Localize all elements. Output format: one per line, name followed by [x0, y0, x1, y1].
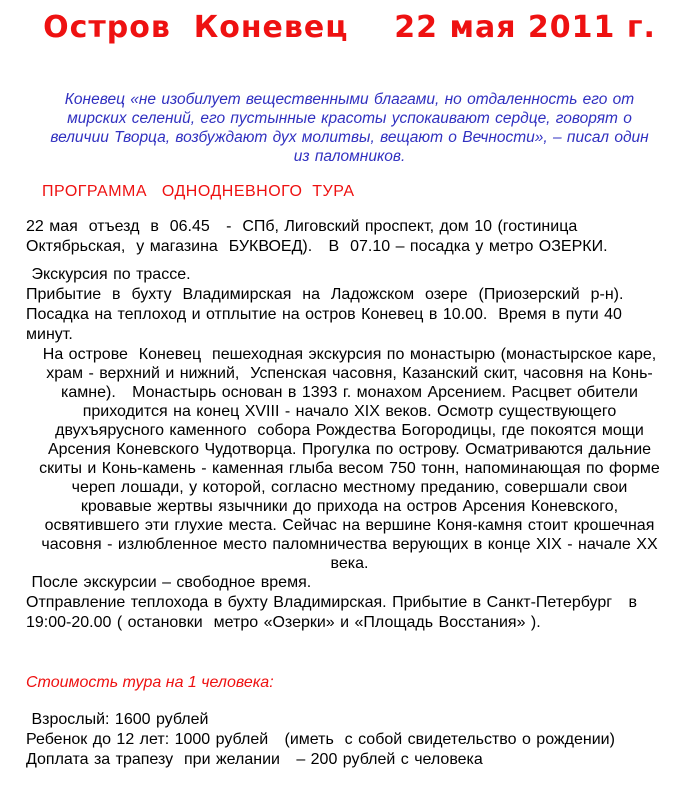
text-line: Прибытие в бухту Владимирская на Ладожском озере (Приозерский р-н).: [26, 286, 624, 303]
text-line: освятившего эти глухие места. Сейчас на вершине Коня-камня стоит крошечная: [44, 517, 655, 534]
text-line: череп лошади, у которой, согласно местному преданию, совершали свои: [71, 479, 628, 496]
document-title: Остров Коневец 22 мая 2011 г.: [43, 10, 656, 45]
paragraph-island-description: [26, 345, 673, 573]
text-line: Посадка на теплоход и отплытие на остров Коневец в 10.00. Время в пути 40: [26, 306, 622, 323]
text-line: Октябрьская, у магазина БУКВОЕД). В 07.10 – посадка у метро ОЗЕРКИ.: [26, 238, 608, 255]
text-line: Ребенок до 12 лет: 1000 рублей (иметь с собой свидетельство о рождении): [26, 731, 615, 748]
text-line: камне). Монастырь основан в 1393 г. монахом Арсением. Расцвет обители: [61, 384, 638, 401]
text-line: скиты и Конь-камень - каменная глыба весом 750 тонн, напоминающая по форме: [39, 460, 660, 477]
text-line: двухъярусного каменного собора Рождества Богородицы, где покоятся мощи: [55, 422, 644, 439]
text-line: Доплата за трапезу при желании – 200 рублей с человека: [26, 751, 483, 768]
paragraph-departure: [26, 217, 673, 257]
text-line: Экскурсия по трассе.: [26, 266, 191, 283]
text-line: века.: [330, 555, 369, 572]
text-line: На острове Коневец пешеходная экскурсия по монастырю (монастырское каре,: [42, 346, 657, 363]
text-line: мирских селений, его пустынные красоты успокаивают сердце, говорят о: [67, 110, 632, 127]
text-line: из паломников.: [293, 148, 406, 165]
text-line: приходится на конец XVIII - начало XIX веков. Осмотр существующего: [82, 403, 617, 420]
text-line: минут.: [26, 326, 73, 343]
text-line: храм - верхний и нижний, Успенская часовня, Казанский скит, часовня на Конь-: [46, 365, 653, 382]
paragraph-prices: [26, 710, 673, 770]
text-line: Арсения Коневского Чудотворца. Прогулка по острову. Осматриваются дальние: [47, 441, 652, 458]
text-line: часовня - излюбленное место паломничества верующих в конце XIX - начале XX: [41, 536, 658, 553]
program-heading: ПРОГРАММА ОДНОДНЕВНОГО ТУРА: [42, 183, 355, 200]
text-line: кровавые жертвы язычники до прихода на остров Арсения Коневского,: [80, 498, 619, 515]
price-heading: Стоимость тура на 1 человека:: [26, 674, 274, 691]
text-line: Отправление теплохода в бухту Владимирская. Прибытие в Санкт-Петербург в: [26, 594, 637, 611]
text-line: Взрослый: 1600 рублей: [26, 711, 209, 728]
text-line: 19:00-20.00 ( остановки метро «Озерки» и «Площадь Восстания» ).: [26, 614, 541, 631]
intro-quote: [26, 90, 673, 166]
text-line: 22 мая отъезд в 06.45 - СПб, Лиговский проспект, дом 10 (гостиница: [26, 218, 578, 235]
paragraph-return-trip: [26, 573, 673, 633]
text-line: После экскурсии – свободное время.: [26, 574, 312, 591]
text-line: величии Творца, возбуждают дух молитвы, вещают о Вечности», – писал один: [50, 129, 649, 146]
paragraph-route-excursion: [26, 265, 673, 345]
text-line: Коневец «не изобилует вещественными благами, но отдаленность его от: [64, 91, 635, 108]
